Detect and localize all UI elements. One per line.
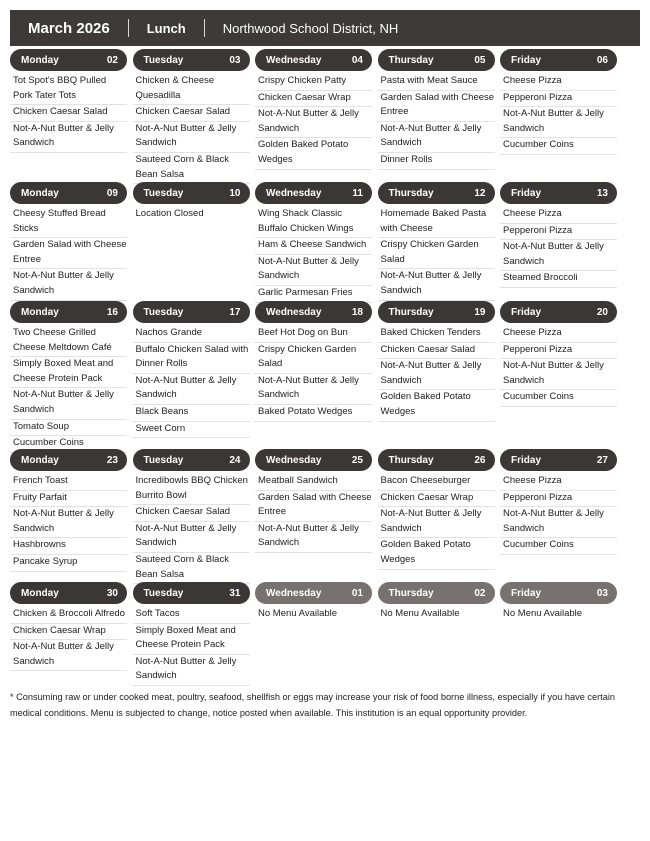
day-date: 11 (352, 187, 363, 199)
menu-item: Not-A-Nut Butter & Jelly Sandwich (500, 107, 617, 138)
day-date: 26 (474, 454, 486, 466)
menu-item: Golden Baked Potato Wedges (378, 390, 495, 421)
menu-item: Sweet Corn (133, 422, 250, 439)
menu-item: Cheesy Stuffed Bread Sticks (10, 207, 127, 238)
menu-item: Not-A-Nut Butter & Jelly Sandwich (378, 507, 495, 538)
day-header (10, 301, 127, 323)
day-column (255, 449, 372, 584)
menu-list (10, 74, 127, 153)
day-header (500, 449, 617, 471)
day-name: Tuesday (143, 54, 184, 66)
menu-item: Steamed Broccoli (500, 271, 617, 288)
footnote: * Consuming raw or under cooked meat, poultry, seafood, shellfish or eggs may increase your risk of food borne illness, especially if you have certain medical conditions. Menu is subjected to change, notice posted when available. This institution is an equal opportunity provider. (10, 692, 615, 718)
day-column (133, 49, 250, 184)
day-date: 16 (106, 306, 118, 318)
day-name: Wednesday (266, 54, 322, 66)
day-name: Tuesday (143, 306, 184, 318)
day-note: Location Closed (135, 208, 204, 219)
day-column (10, 182, 127, 303)
menu-list (500, 474, 617, 555)
day-date: 19 (474, 306, 486, 318)
menu-item: Chicken Caesar Wrap (378, 491, 495, 508)
menu-item: Garden Salad with Cheese Entree (378, 91, 495, 122)
menu-item: Cheese Pizza (500, 74, 617, 91)
day-column (133, 182, 250, 303)
day-note: No Menu Available (380, 608, 460, 619)
menu-list (500, 74, 617, 155)
menu-item: Not-A-Nut Butter & Jelly Sandwich (500, 240, 617, 271)
day-column (500, 182, 617, 303)
day-name: Wednesday (266, 306, 322, 318)
menu-item: Pepperoni Pizza (500, 343, 617, 360)
menu-item: Incredibowls BBQ Chicken Burrito Bowl (133, 474, 250, 505)
day-column (10, 582, 127, 686)
menu-item: Not-A-Nut Butter & Jelly Sandwich (133, 655, 250, 686)
menu-item: Cucumber Coins (10, 436, 127, 453)
day-header (10, 182, 127, 204)
menu-item: Pancake Syrup (10, 555, 127, 572)
menu-item: Meatball Sandwich (255, 474, 372, 491)
menu-item: French Toast (10, 474, 127, 491)
day-name: Thursday (388, 187, 434, 199)
day-header (378, 182, 495, 204)
day-note: No Menu Available (503, 608, 583, 619)
day-header (133, 182, 250, 204)
day-header (500, 182, 617, 204)
menu-item: Cheese Pizza (500, 474, 617, 491)
menu-list (255, 474, 372, 553)
menu-item: Chicken Caesar Salad (133, 105, 250, 122)
district-name: Northwood School District, NH (222, 20, 399, 36)
day-date: 17 (229, 306, 241, 318)
menu-item: Cucumber Coins (500, 138, 617, 155)
menu-item: Sauteed Corn & Black Bean Salsa (133, 153, 250, 184)
menu-list (255, 326, 372, 422)
menu-item: Chicken Caesar Salad (10, 105, 127, 122)
menu-list (133, 474, 250, 584)
menu-item: Garden Salad with Cheese Entree (10, 238, 127, 269)
day-header (255, 582, 372, 604)
menu-item: Not-A-Nut Butter & Jelly Sandwich (255, 255, 372, 286)
week-row (10, 449, 617, 584)
header-divider (128, 19, 129, 37)
menu-item: Chicken & Cheese Quesadilla (133, 74, 250, 105)
day-name: Wednesday (266, 587, 322, 599)
day-date: 13 (596, 187, 608, 199)
menu-item: Golden Baked Potato Wedges (378, 538, 495, 569)
menu-item: Golden Baked Potato Wedges (255, 138, 372, 169)
menu-item: Not-A-Nut Butter & Jelly Sandwich (255, 522, 372, 553)
day-header (133, 449, 250, 471)
menu-item: Dinner Rolls (378, 153, 495, 170)
menu-item: Not-A-Nut Butter & Jelly Sandwich (10, 122, 127, 153)
menu-item: Tomato Soup (10, 420, 127, 437)
day-column (10, 301, 127, 453)
day-column (255, 49, 372, 184)
day-date: 23 (106, 454, 118, 466)
menu-item: Not-A-Nut Butter & Jelly Sandwich (10, 388, 127, 419)
day-date: 06 (596, 54, 608, 66)
day-header (378, 582, 495, 604)
day-date: 03 (596, 587, 608, 599)
day-name: Tuesday (143, 187, 184, 199)
menu-item: Not-A-Nut Butter & Jelly Sandwich (133, 374, 250, 405)
day-column (500, 49, 617, 184)
menu-item: Not-A-Nut Butter & Jelly Sandwich (10, 640, 127, 671)
day-header (10, 449, 127, 471)
day-date: 18 (351, 306, 363, 318)
day-name: Friday (511, 306, 542, 318)
day-name: Friday (511, 187, 542, 199)
menu-item: Cheese Pizza (500, 207, 617, 224)
day-column (500, 582, 617, 686)
menu-item: Crispy Chicken Patty (255, 74, 372, 91)
menu-item: Chicken Caesar Salad (378, 343, 495, 360)
day-date: 09 (106, 187, 118, 199)
menu-item: Black Beans (133, 405, 250, 422)
menu-list (378, 74, 495, 170)
day-column (500, 301, 617, 453)
menu-item: Not-A-Nut Butter & Jelly Sandwich (255, 374, 372, 405)
day-header (133, 301, 250, 323)
menu-item: Beef Hot Dog on Bun (255, 326, 372, 343)
day-date: 12 (474, 187, 486, 199)
menu-item: Two Cheese Grilled Cheese Meltdown Café (10, 326, 127, 357)
day-column (10, 49, 127, 184)
day-note: No Menu Available (258, 608, 338, 619)
day-column (255, 582, 372, 686)
day-header (133, 49, 250, 71)
menu-item: Buffalo Chicken Salad with Dinner Rolls (133, 343, 250, 374)
day-header (255, 182, 372, 204)
menu-item: Baked Potato Wedges (255, 405, 372, 422)
day-name: Friday (511, 54, 542, 66)
day-name: Thursday (388, 54, 434, 66)
menu-item: Not-A-Nut Butter & Jelly Sandwich (133, 522, 250, 553)
day-header (255, 449, 372, 471)
day-header (500, 49, 617, 71)
menu-list (10, 607, 127, 671)
menu-item: Hashbrowns (10, 538, 127, 555)
menu-list (500, 207, 617, 288)
day-date: 25 (351, 454, 363, 466)
menu-item: Tot Spot's BBQ Pulled Pork Tater Tots (10, 74, 127, 105)
menu-item: Cheese Pizza (500, 326, 617, 343)
day-column (133, 301, 250, 453)
page-header (10, 10, 640, 46)
day-header (10, 49, 127, 71)
menu-item: Not-A-Nut Butter & Jelly Sandwich (10, 269, 127, 300)
menu-item: Pepperoni Pizza (500, 224, 617, 241)
day-name: Tuesday (143, 587, 184, 599)
menu-list (133, 326, 250, 438)
menu-item: Simply Boxed Meat and Cheese Protein Pack (133, 624, 250, 655)
day-header (378, 449, 495, 471)
menu-item: Not-A-Nut Butter & Jelly Sandwich (133, 122, 250, 153)
day-column (378, 49, 495, 184)
menu-list (500, 326, 617, 407)
menu-item: Sauteed Corn & Black Bean Salsa (133, 553, 250, 584)
day-header (500, 582, 617, 604)
menu-item: Fruity Parfait (10, 491, 127, 508)
day-header (255, 49, 372, 71)
day-date: 31 (229, 587, 241, 599)
menu-list (378, 207, 495, 301)
day-name: Friday (511, 454, 542, 466)
day-date: 24 (229, 454, 241, 466)
day-date: 05 (474, 54, 486, 66)
day-column (378, 449, 495, 584)
day-name: Thursday (388, 454, 434, 466)
day-date: 30 (106, 587, 118, 599)
day-column (378, 182, 495, 303)
day-header (378, 301, 495, 323)
menu-list (133, 74, 250, 184)
menu-item: Not-A-Nut Butter & Jelly Sandwich (255, 107, 372, 138)
day-date: 03 (229, 54, 241, 66)
day-header (500, 301, 617, 323)
menu-item: Crispy Chicken Garden Salad (378, 238, 495, 269)
day-column (255, 301, 372, 453)
menu-item: Bacon Cheeseburger (378, 474, 495, 491)
week-row (10, 182, 617, 303)
day-name: Monday (21, 454, 59, 466)
day-name: Monday (21, 587, 59, 599)
day-date: 01 (351, 587, 363, 599)
menu-list (133, 607, 250, 686)
day-column (255, 182, 372, 303)
week-row (10, 49, 617, 184)
menu-item: Wing Shack Classic Buffalo Chicken Wings (255, 207, 372, 238)
menu-list (10, 326, 127, 453)
week-row (10, 582, 617, 686)
menu-item: Garlic Parmesan Fries (255, 286, 372, 303)
day-date: 20 (596, 306, 608, 318)
menu-item: Pepperoni Pizza (500, 491, 617, 508)
menu-item: Homemade Baked Pasta with Cheese (378, 207, 495, 238)
day-header (255, 301, 372, 323)
menu-item: Cucumber Coins (500, 390, 617, 407)
menu-item: Not-A-Nut Butter & Jelly Sandwich (10, 507, 127, 538)
menu-item: Ham & Cheese Sandwich (255, 238, 372, 255)
menu-item: Cucumber Coins (500, 538, 617, 555)
menu-item: Not-A-Nut Butter & Jelly Sandwich (378, 359, 495, 390)
menu-item: Nachos Grande (133, 326, 250, 343)
menu-list (255, 74, 372, 170)
day-name: Monday (21, 54, 59, 66)
header-divider (204, 19, 205, 37)
day-date: 10 (229, 187, 241, 199)
day-name: Thursday (388, 306, 434, 318)
menu-item: Garden Salad with Cheese Entree (255, 491, 372, 522)
day-column (133, 582, 250, 686)
day-column (378, 582, 495, 686)
menu-item: Chicken Caesar Salad (133, 505, 250, 522)
day-date: 02 (474, 587, 486, 599)
day-name: Wednesday (266, 187, 322, 199)
menu-item: Not-A-Nut Butter & Jelly Sandwich (500, 359, 617, 390)
menu-list (255, 207, 372, 303)
meal-label: Lunch (146, 20, 186, 36)
menu-item: Simply Boxed Meat and Cheese Protein Pack (10, 357, 127, 388)
month-title: March 2026 (28, 19, 110, 37)
day-column (10, 449, 127, 584)
day-name: Monday (21, 306, 59, 318)
day-date: 04 (351, 54, 363, 66)
menu-list (10, 474, 127, 572)
menu-item: Chicken Caesar Wrap (10, 624, 127, 641)
day-header (133, 582, 250, 604)
day-name: Wednesday (266, 454, 322, 466)
menu-list (378, 326, 495, 422)
menu-item: Not-A-Nut Butter & Jelly Sandwich (378, 122, 495, 153)
menu-item: Pasta with Meat Sauce (378, 74, 495, 91)
menu-item: Not-A-Nut Butter & Jelly Sandwich (500, 507, 617, 538)
day-header (378, 49, 495, 71)
day-column (133, 449, 250, 584)
week-row (10, 301, 617, 453)
day-name: Friday (511, 587, 542, 599)
day-column (500, 449, 617, 584)
menu-item: Baked Chicken Tenders (378, 326, 495, 343)
menu-item: Pepperoni Pizza (500, 91, 617, 108)
menu-item: Not-A-Nut Butter & Jelly Sandwich (378, 269, 495, 300)
menu-item: Soft Tacos (133, 607, 250, 624)
day-name: Tuesday (143, 454, 184, 466)
menu-item: Chicken Caesar Wrap (255, 91, 372, 108)
day-column (378, 301, 495, 453)
menu-list (10, 207, 127, 301)
day-date: 27 (596, 454, 608, 466)
day-header (10, 582, 127, 604)
menu-item: Crispy Chicken Garden Salad (255, 343, 372, 374)
day-name: Thursday (388, 587, 434, 599)
day-date: 02 (106, 54, 118, 66)
menu-item: Chicken & Broccoli Alfredo (10, 607, 127, 624)
day-name: Monday (21, 187, 59, 199)
menu-list (378, 474, 495, 570)
